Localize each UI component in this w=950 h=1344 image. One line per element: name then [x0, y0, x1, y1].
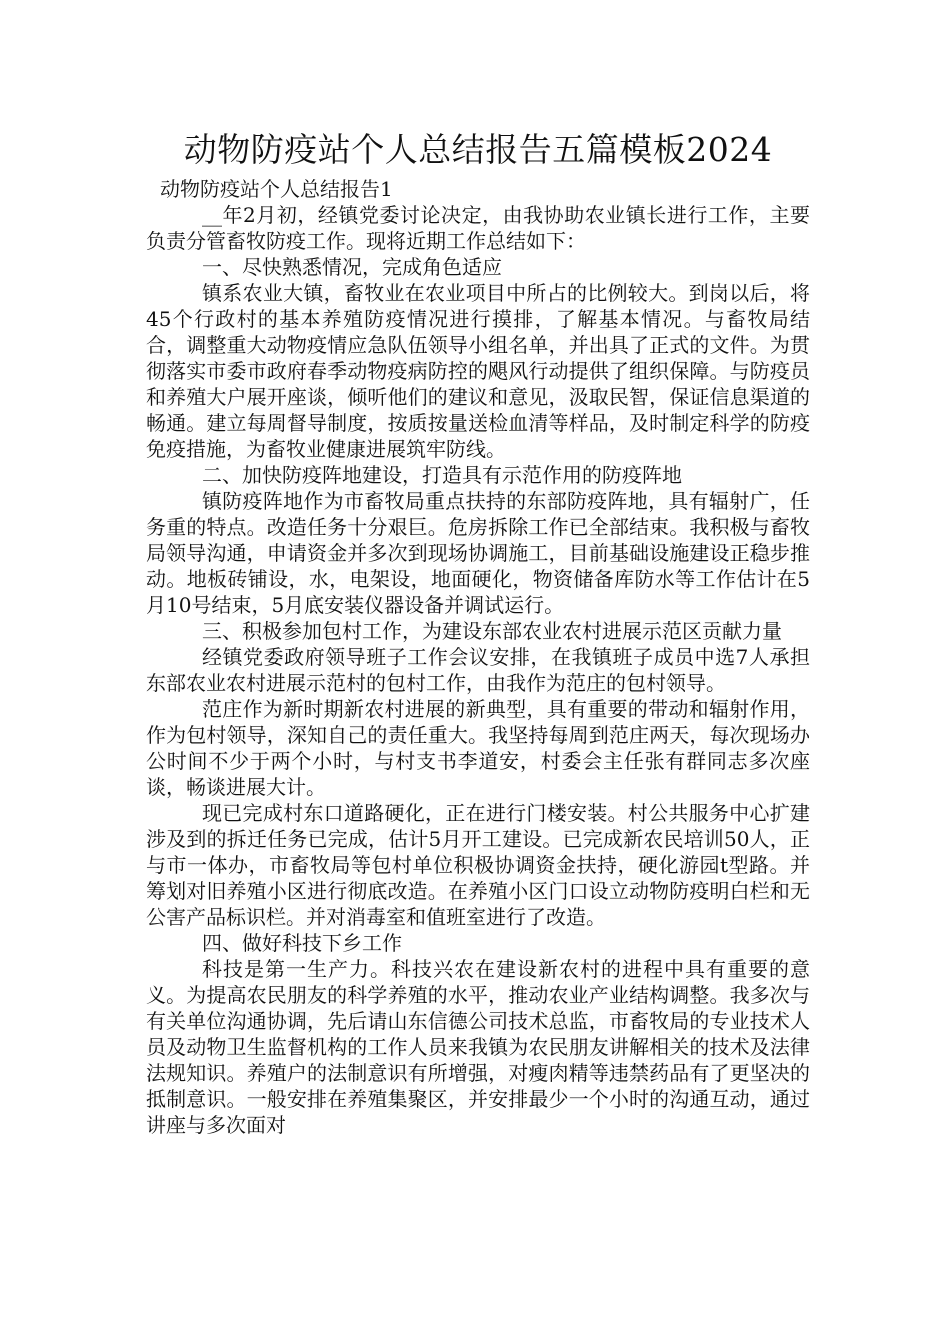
paragraph-3a: 经镇党委政府领导班子工作会议安排，在我镇班子成员中选7人承担东部农业农村进展示范村的包村工作，由我作为范庄的包村领导。	[146, 645, 810, 695]
paragraph-intro: __年2月初，经镇党委讨论决定，由我协助农业镇长进行工作，主要负责分管畜牧防疫工作。现将近期工作总结如下：	[146, 203, 810, 253]
heading-4: 四、做好科技下乡工作	[202, 931, 402, 955]
section-subtitle: 动物防疫站个人总结报告1	[160, 177, 393, 201]
paragraph-1: 镇系农业大镇，畜牧业在农业项目中所占的比例较大。到岗以后，将45个行政村的基本养殖防疫情况进行摸排，了解基本情况。与畜牧局结合，调整重大动物疫情应急队伍领导小组名单，并出具了正式的文件。为贯彻落实市委市政府春季动物疫病防控的飓风行动提供了组织保障。与防疫员和养殖大户展开座谈，倾听他们的建议和意见，汲取民智，保证信息渠道的畅通。建立每周督导制度，按质按量送检血清等样品，及时制定科学的防疫免疫措施，为畜牧业健康进展筑牢防线。	[146, 281, 810, 461]
heading-3: 三、积极参加包村工作，为建设东部农业农村进展示范区贡献力量	[202, 619, 782, 643]
paragraph-3b: 范庄作为新时期新农村进展的新典型，具有重要的带动和辐射作用，作为包村领导，深知自己的责任重大。我坚持每周到范庄两天，每次现场办公时间不少于两个小时，与村支书李道安，村委会主任张有群同志多次座谈，畅谈进展大计。	[146, 697, 810, 799]
document-title: 动物防疫站个人总结报告五篇模板2024	[183, 130, 773, 169]
paragraph-3c: 现已完成村东口道路硬化，正在进行门楼安装。村公共服务中心扩建涉及到的拆迁任务已完成，估计5月开工建设。已完成新农民培训50人，正与市一体办，市畜牧局等包村单位积极协调资金扶持，硬化游园t型路。并筹划对旧养殖小区进行彻底改造。在养殖小区门口设立动物防疫明白栏和无公害产品标识栏。并对消毒室和值班室进行了改造。	[146, 801, 810, 929]
document-page	[146, 128, 810, 1138]
paragraph-2: 镇防疫阵地作为市畜牧局重点扶持的东部防疫阵地，具有辐射广，任务重的特点。改造任务十分艰巨。危房拆除工作已全部结束。我积极与畜牧局领导沟通，申请资金并多次到现场协调施工，目前基础设施建设正稳步推动。地板砖铺设，水，电架设，地面硬化，物资储备库防水等工作估计在5月10号结束，5月底安装仪器设备并调试运行。	[146, 489, 810, 617]
heading-2: 二、加快防疫阵地建设，打造具有示范作用的防疫阵地	[202, 463, 682, 487]
paragraph-4: 科技是第一生产力。科技兴农在建设新农村的进程中具有重要的意义。为提高农民朋友的科学养殖的水平，推动农业产业结构调整。我多次与有关单位沟通协调，先后请山东信德公司技术总监，市畜牧局的专业技术人员及动物卫生监督机构的工作人员来我镇为农民朋友讲解相关的技术及法律法规知识。养殖户的法制意识有所增强，对瘦肉精等违禁药品有了更坚决的抵制意识。一般安排在养殖集聚区，并安排最少一个小时的沟通互动，通过讲座与多次面对	[146, 957, 810, 1137]
heading-1: 一、尽快熟悉情况，完成角色适应	[202, 255, 502, 279]
